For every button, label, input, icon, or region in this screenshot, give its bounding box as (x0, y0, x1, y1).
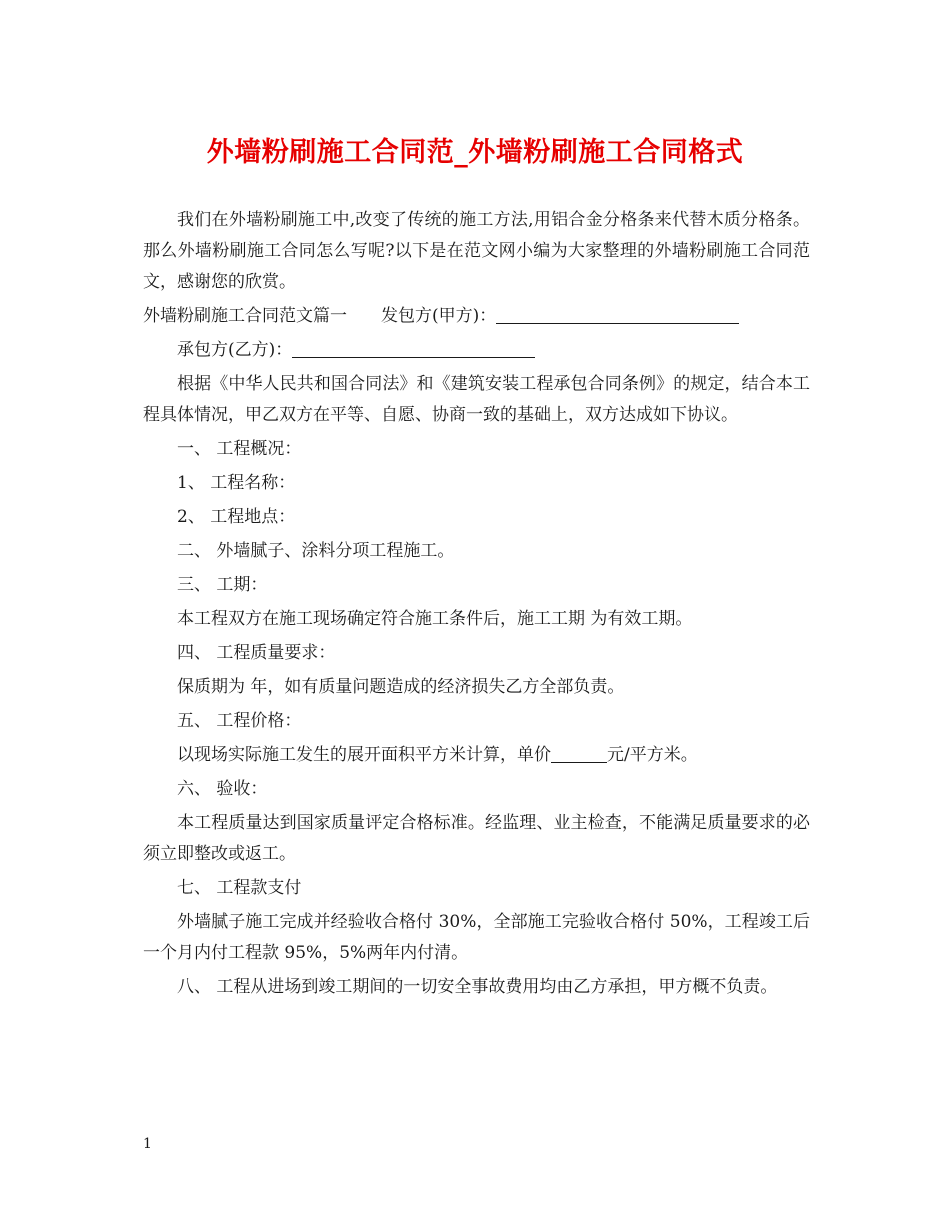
document-title: 外墙粉刷施工合同范_外墙粉刷施工合同格式 (206, 137, 744, 168)
basis-paragraph: 根据《中华人民共和国合同法》和《建筑安装工程承包合同条例》的规定，结合本工程具体情况，甲乙双方在平等、自愿、协商一致的基础上，双方达成如下协议。 (143, 374, 810, 425)
section-3-heading: 三、 工期： (177, 575, 268, 595)
section-4-text: 保质期为 年，如有质量问题造成的经济损失乙方全部负责。 (177, 677, 625, 697)
section-1-heading: 一、 工程概况： (177, 439, 302, 459)
sample-heading-line (143, 301, 810, 332)
party-a-blank (496, 305, 739, 324)
unit-price-blank (551, 744, 607, 763)
section-2-heading: 二、 外墙腻子、涂料分项工程施工。 (177, 541, 455, 561)
section-5-text-b: 元/平方米。 (607, 745, 698, 765)
section-1-item-1: 1、 工程名称： (177, 473, 296, 493)
party-a-label: 发包方(甲方)： (381, 306, 497, 326)
party-b-blank (292, 339, 535, 358)
section-7-heading: 七、 工程款支付 (177, 878, 302, 898)
intro-paragraph: 我们在外墙粉刷施工中,改变了传统的施工方法,用铝合金分格条来代替木质分格条。那么外墙粉刷施工合同怎么写呢?以下是在范文网小编为大家整理的外墙粉刷施工合同范文，感谢您的欣赏。 (143, 210, 810, 292)
section-6-text: 本工程质量达到国家质量评定合格标准。经监理、业主检查，不能满足质量要求的必须立即整改或返工。 (143, 813, 810, 864)
section-5-text (143, 740, 810, 771)
sample-heading: 外墙粉刷施工合同范文篇一 (143, 306, 347, 326)
section-3-text: 本工程双方在施工现场确定符合施工条件后，施工工期 为有效工期。 (177, 609, 693, 629)
section-5-heading: 五、 工程价格： (177, 711, 302, 731)
document-body (143, 205, 810, 1006)
section-8-text: 八、 工程从进场到竣工期间的一切安全事故费用均由乙方承担，甲方概不负责。 (177, 977, 778, 997)
party-b-line (143, 335, 810, 366)
section-7-text: 外墙腻子施工完成并经验收合格付 30%，全部施工完验收合格付 50%，工程竣工后一个月内付工程款 95%，5%两年内付清。 (143, 912, 810, 963)
section-4-heading: 四、 工程质量要求： (177, 643, 336, 663)
page-number: 1 (143, 1136, 152, 1152)
section-6-heading: 六、 验收： (177, 779, 268, 799)
section-5-text-a: 以现场实际施工发生的展开面积平方米计算，单价 (177, 745, 551, 765)
party-b-label: 承包方(乙方)： (177, 340, 293, 360)
section-1-item-2: 2、 工程地点： (177, 507, 296, 527)
